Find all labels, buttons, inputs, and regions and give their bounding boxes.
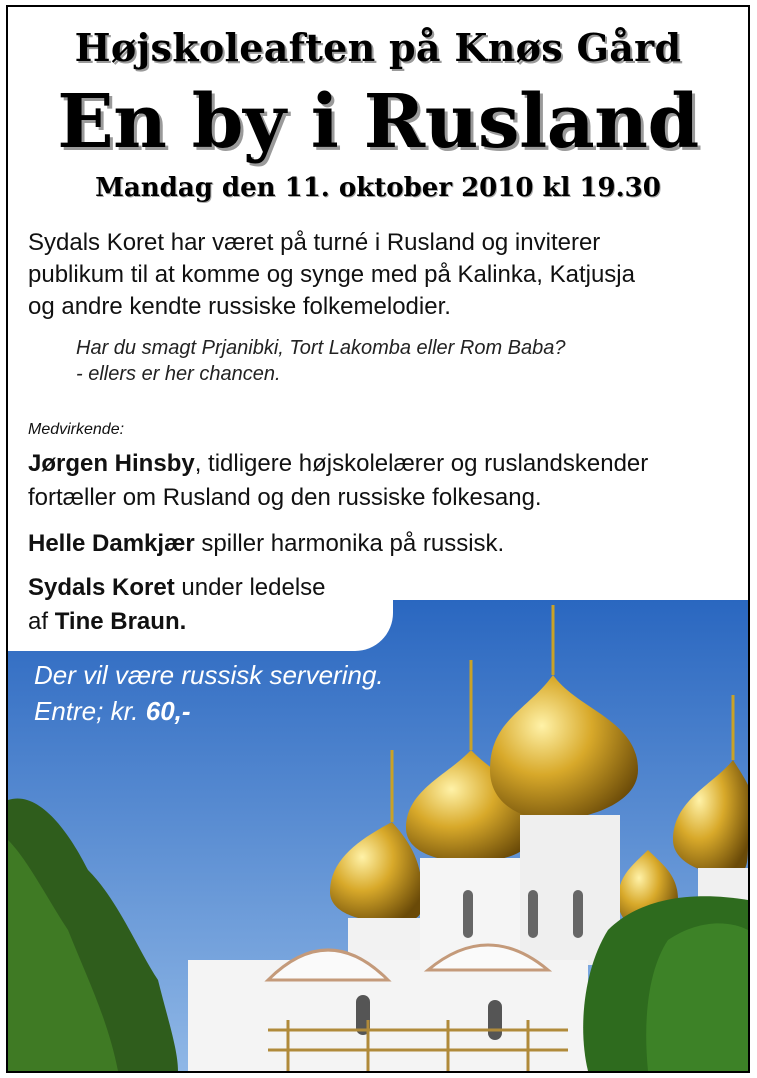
intro-paragraph xyxy=(28,227,728,323)
performer-description: af xyxy=(28,608,55,635)
performer-description: fortæller om Rusland og den russiske folkesang. xyxy=(28,484,542,511)
food-question xyxy=(76,335,566,387)
performer-damkjaer xyxy=(28,527,504,561)
entry-price-line xyxy=(34,693,384,729)
question-line: - ellers er her chancen. xyxy=(76,363,281,385)
event-date: Mandag den 11. oktober 2010 kl 19.30 xyxy=(95,173,661,203)
performer-hinsby xyxy=(28,447,743,515)
question-line: Har du smagt Prjanibki, Tort Lakomba eller Rom Baba? xyxy=(76,337,566,359)
event-venue-title: Højskoleaften på Knøs Gård xyxy=(74,25,682,70)
choir-leader: Tine Braun. xyxy=(54,608,187,635)
performer-name: Helle Damkjær xyxy=(28,530,195,557)
performer-description: under ledelse xyxy=(174,574,326,601)
event-title: En by i Rusland xyxy=(57,79,699,165)
entry-label: Entre; kr. xyxy=(34,696,146,726)
intro-line: Sydals Koret har været på turné i Rusland og inviterer xyxy=(28,229,601,256)
performer-name: Jørgen Hinsby xyxy=(28,450,195,477)
performer-choir xyxy=(28,571,326,639)
intro-line: og andre kendte russiske folkemelodier. xyxy=(28,293,451,320)
serving-info xyxy=(34,657,384,729)
intro-line: publikum til at komme og synge med på Kalinka, Katjusja xyxy=(28,261,635,288)
performer-name: Sydals Koret xyxy=(28,574,175,601)
performer-description: , tidligere højskolelærer og ruslandskender xyxy=(194,450,649,477)
entry-price: 60,- xyxy=(145,696,191,726)
performer-description: spiller harmonika på russisk. xyxy=(194,530,505,557)
serving-line: Der vil være russisk servering. xyxy=(34,660,384,690)
performers-label: Medvirkende: xyxy=(28,421,125,438)
poster xyxy=(6,5,750,1073)
